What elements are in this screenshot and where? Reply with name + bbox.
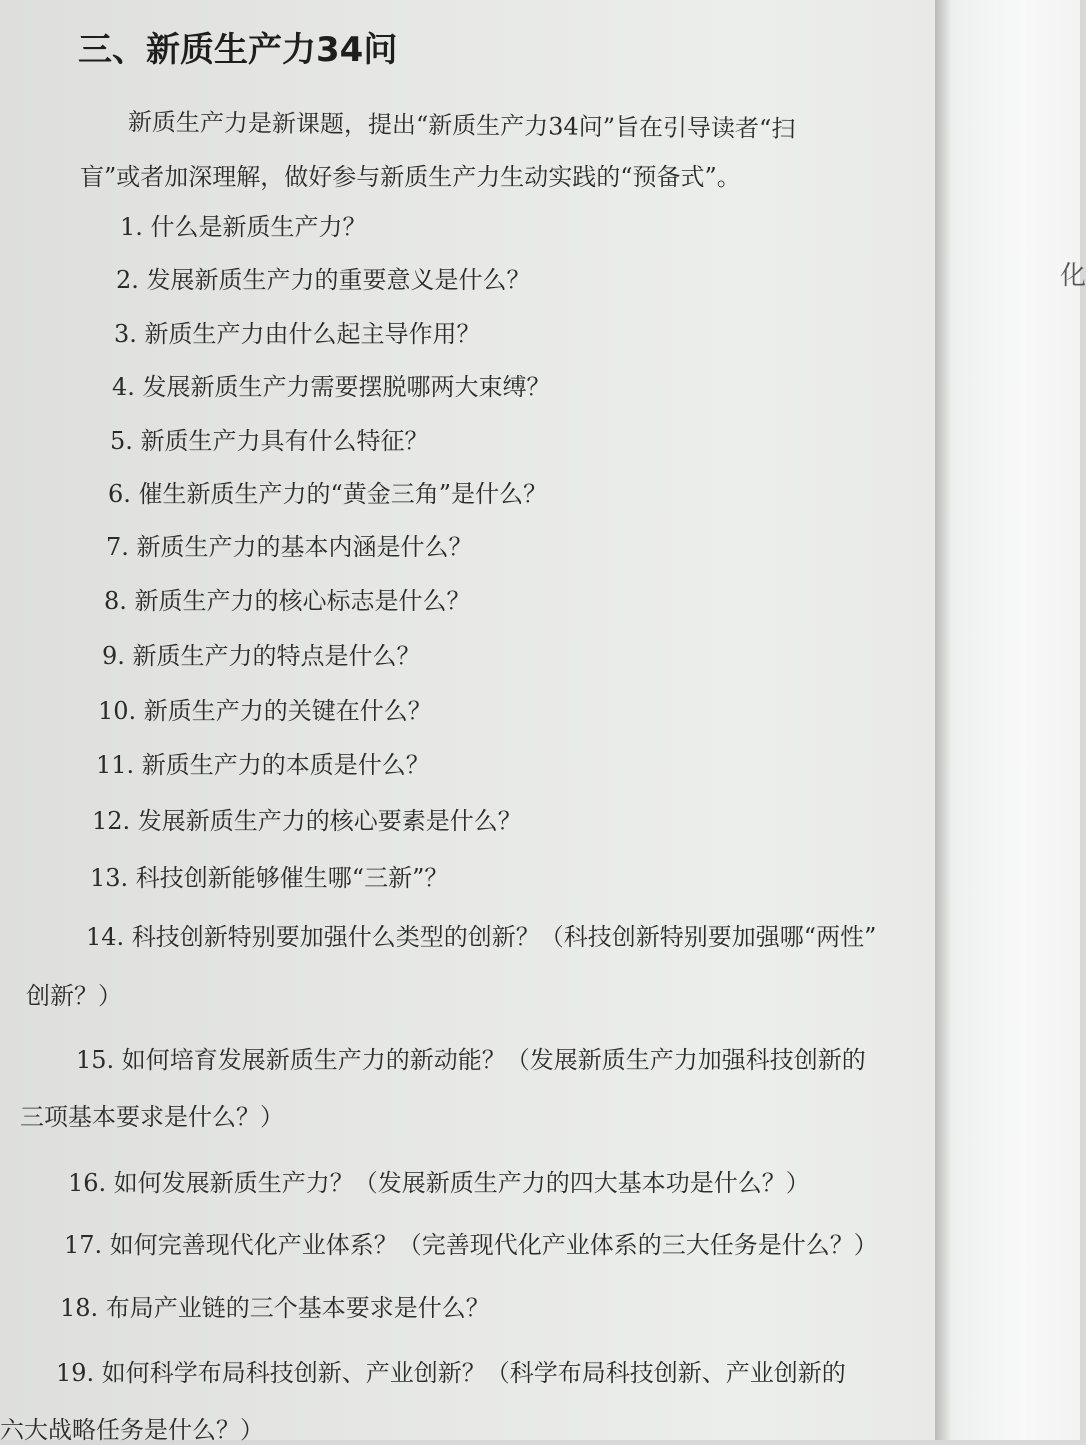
- question-5: 5. 新质生产力具有什么特征？: [110, 427, 429, 455]
- question-15-cont: 三项基本要求是什么？）: [20, 1103, 284, 1131]
- question-7: 7. 新质生产力的基本内涵是什么？: [106, 533, 473, 561]
- question-3: 3. 新质生产力由什么起主导作用？: [114, 320, 481, 348]
- question-16: 16. 如何发展新质生产力？（发展新质生产力的四大基本功是什么？）: [68, 1169, 810, 1197]
- adjacent-page-char: 化: [1059, 261, 1086, 291]
- question-18: 18. 布局产业链的三个基本要求是什么？: [60, 1294, 490, 1322]
- question-19-cont: 六大战略任务是什么？）: [0, 1416, 264, 1444]
- adjacent-page-edge: [935, 0, 1086, 1440]
- question-14: 14. 科技创新特别要加强什么类型的创新？（科技创新特别要加强哪“两性”: [86, 923, 877, 951]
- intro-line-2: 盲”或者加深理解，做好参与新质生产力生动实践的“预备式”。: [80, 163, 741, 191]
- question-6: 6. 催生新质生产力的“黄金三角”是什么？: [108, 480, 548, 508]
- question-1: 1. 什么是新质生产力？: [120, 213, 367, 241]
- question-2: 2. 发展新质生产力的重要意义是什么？: [116, 266, 531, 294]
- question-12: 12. 发展新质生产力的核心要素是什么？: [92, 807, 522, 835]
- question-13: 13. 科技创新能够催生哪“三新”？: [90, 864, 449, 892]
- question-9: 9. 新质生产力的特点是什么？: [102, 642, 421, 670]
- intro-line-1: 新质生产力是新课题，提出“新质生产力34问”旨在引导读者“扫: [127, 108, 796, 143]
- question-19: 19. 如何科学布局科技创新、产业创新？（科学布局科技创新、产业创新的: [56, 1359, 846, 1387]
- question-14-cont: 创新？）: [26, 982, 122, 1010]
- question-4: 4. 发展新质生产力需要摆脱哪两大束缚？: [112, 373, 551, 401]
- question-10: 10. 新质生产力的关键在什么？: [98, 697, 432, 725]
- section-title: 三、新质生产力34问: [78, 30, 398, 70]
- question-17: 17. 如何完善现代化产业体系？（完善现代化产业体系的三大任务是什么？）: [64, 1231, 878, 1259]
- question-11: 11. 新质生产力的本质是什么？: [96, 751, 430, 779]
- question-15: 15. 如何培育发展新质生产力的新动能？（发展新质生产力加强科技创新的: [76, 1046, 866, 1074]
- question-8: 8. 新质生产力的核心标志是什么？: [104, 587, 471, 615]
